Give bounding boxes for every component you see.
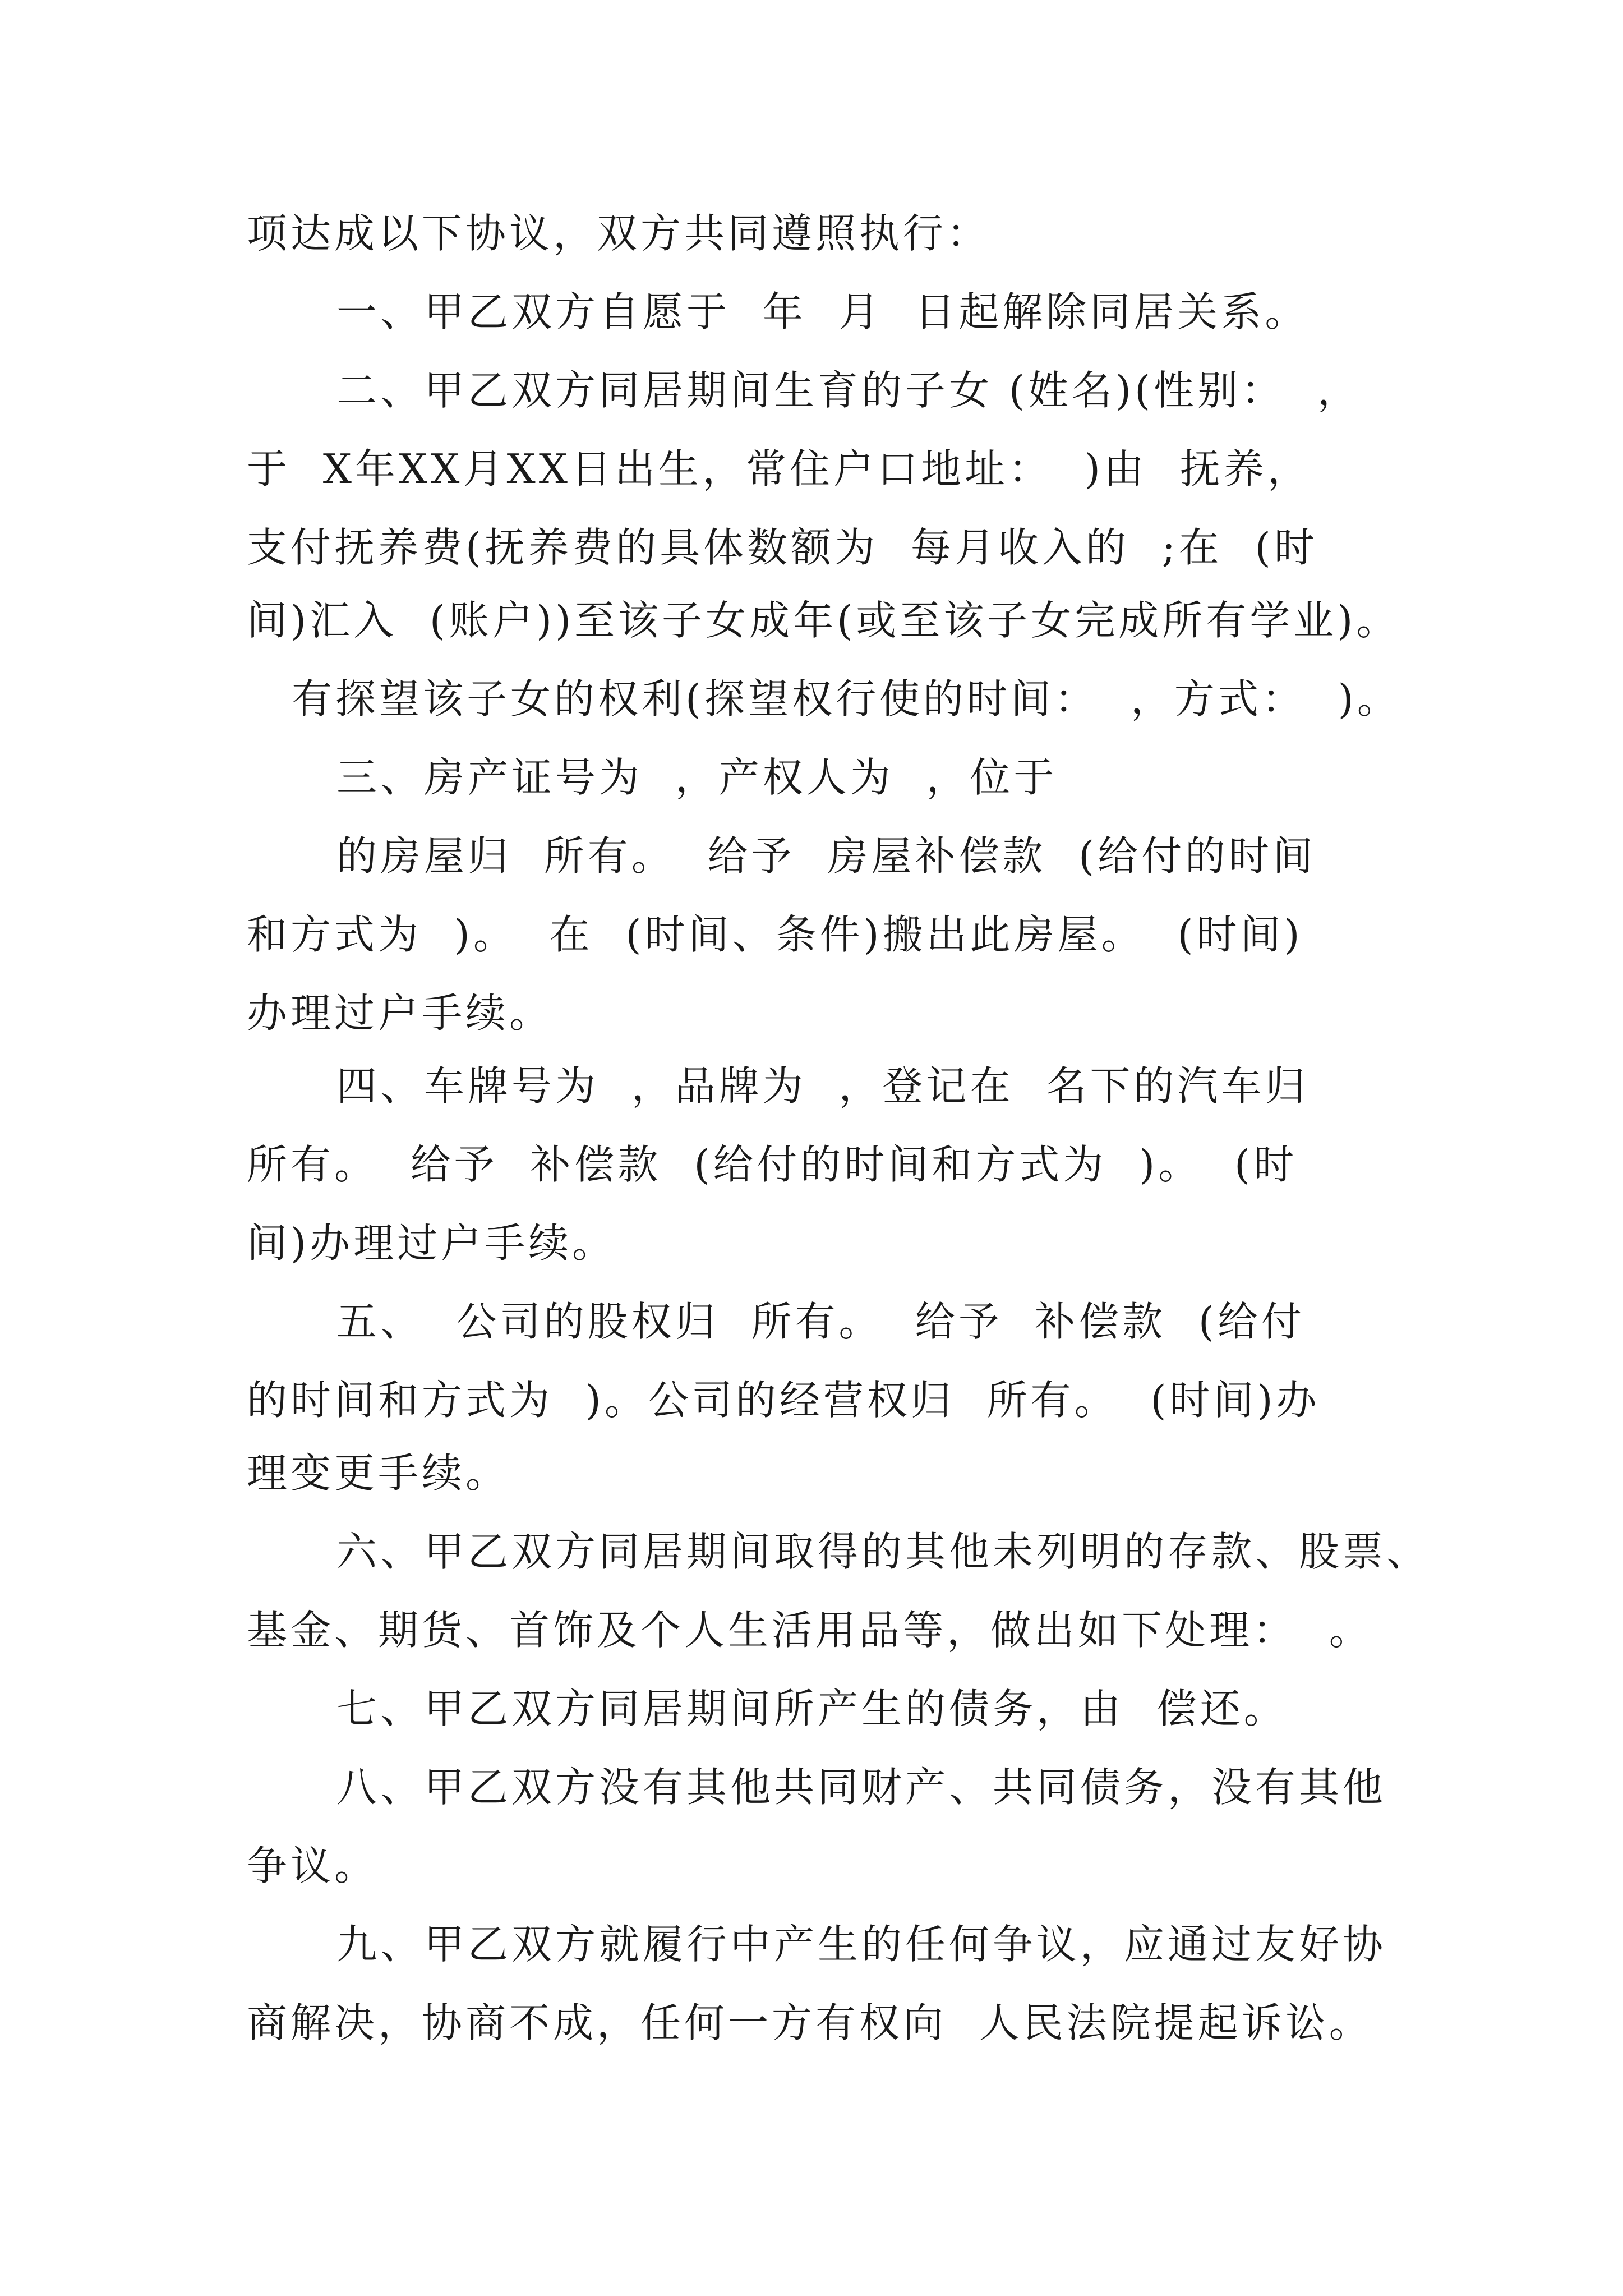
text-line-19: 基金、期货、首饰及个人生活用品等，做出如下处理： 。	[247, 1607, 1373, 1654]
text-line-1: 项达成以下协议，双方共同遵照执行：	[247, 210, 991, 257]
text-line-4: 于 X年XX月XX日出生，常住户口地址： )由 抚养，	[247, 445, 1311, 493]
text-line-10: 和方式为 )。 在 (时间、条件)搬出此房屋。 (时间)	[247, 911, 1303, 958]
text-line-16: 的时间和方式为 )。公司的经营权归 所有。 (时间)办	[247, 1377, 1320, 1424]
text-line-18: 六、甲乙双方同居期间取得的其他未列明的存款、股票、	[336, 1528, 1431, 1575]
text-line-12: 四、车牌号为 ，品牌为 ，登记在 名下的汽车归	[336, 1062, 1309, 1110]
text-line-8: 三、房产证号为 ，产权人为 ，位于	[336, 754, 1058, 801]
text-line-2: 一、甲乙双方自愿于 年 月 日起解除同居关系。	[336, 288, 1309, 335]
text-line-6: 间)汇入 (账户))至该子女成年(或至该子女完成所有学业)。	[247, 597, 1400, 644]
text-line-22: 争议。	[247, 1842, 379, 1889]
text-line-20: 七、甲乙双方同居期间所产生的债务，由 偿还。	[336, 1685, 1288, 1732]
text-line-13: 所有。 给予 补偿款 (给付的时间和方式为 )。 (时	[247, 1141, 1298, 1188]
text-line-11: 办理过户手续。	[247, 990, 554, 1037]
text-line-23: 九、甲乙双方就履行中产生的任何争议，应通过友好协	[336, 1921, 1387, 1968]
text-line-3: 二、甲乙双方同居期间生育的子女 (姓名)(性别： ，	[336, 367, 1361, 414]
text-line-9: 的房屋归 所有。 给予 房屋补偿款 (给付的时间	[336, 832, 1317, 880]
text-line-14: 间)办理过户手续。	[247, 1220, 616, 1267]
text-line-24: 商解决，协商不成，任何一方有权向 人民法院提起诉讼。	[247, 1999, 1373, 2046]
text-line-17: 理变更手续。	[247, 1450, 510, 1497]
text-line-21: 八、甲乙双方没有其他共同财产、共同债务，没有其他	[336, 1764, 1387, 1811]
text-line-7: 有探望该子女的权利(探望权行使的时间： ，方式： )。	[292, 675, 1401, 723]
text-line-5: 支付抚养费(抚养费的具体数额为 每月收入的 ;在 (时	[247, 524, 1318, 571]
text-line-15: 五、 公司的股权归 所有。 给予 补偿款 (给付	[336, 1298, 1305, 1345]
